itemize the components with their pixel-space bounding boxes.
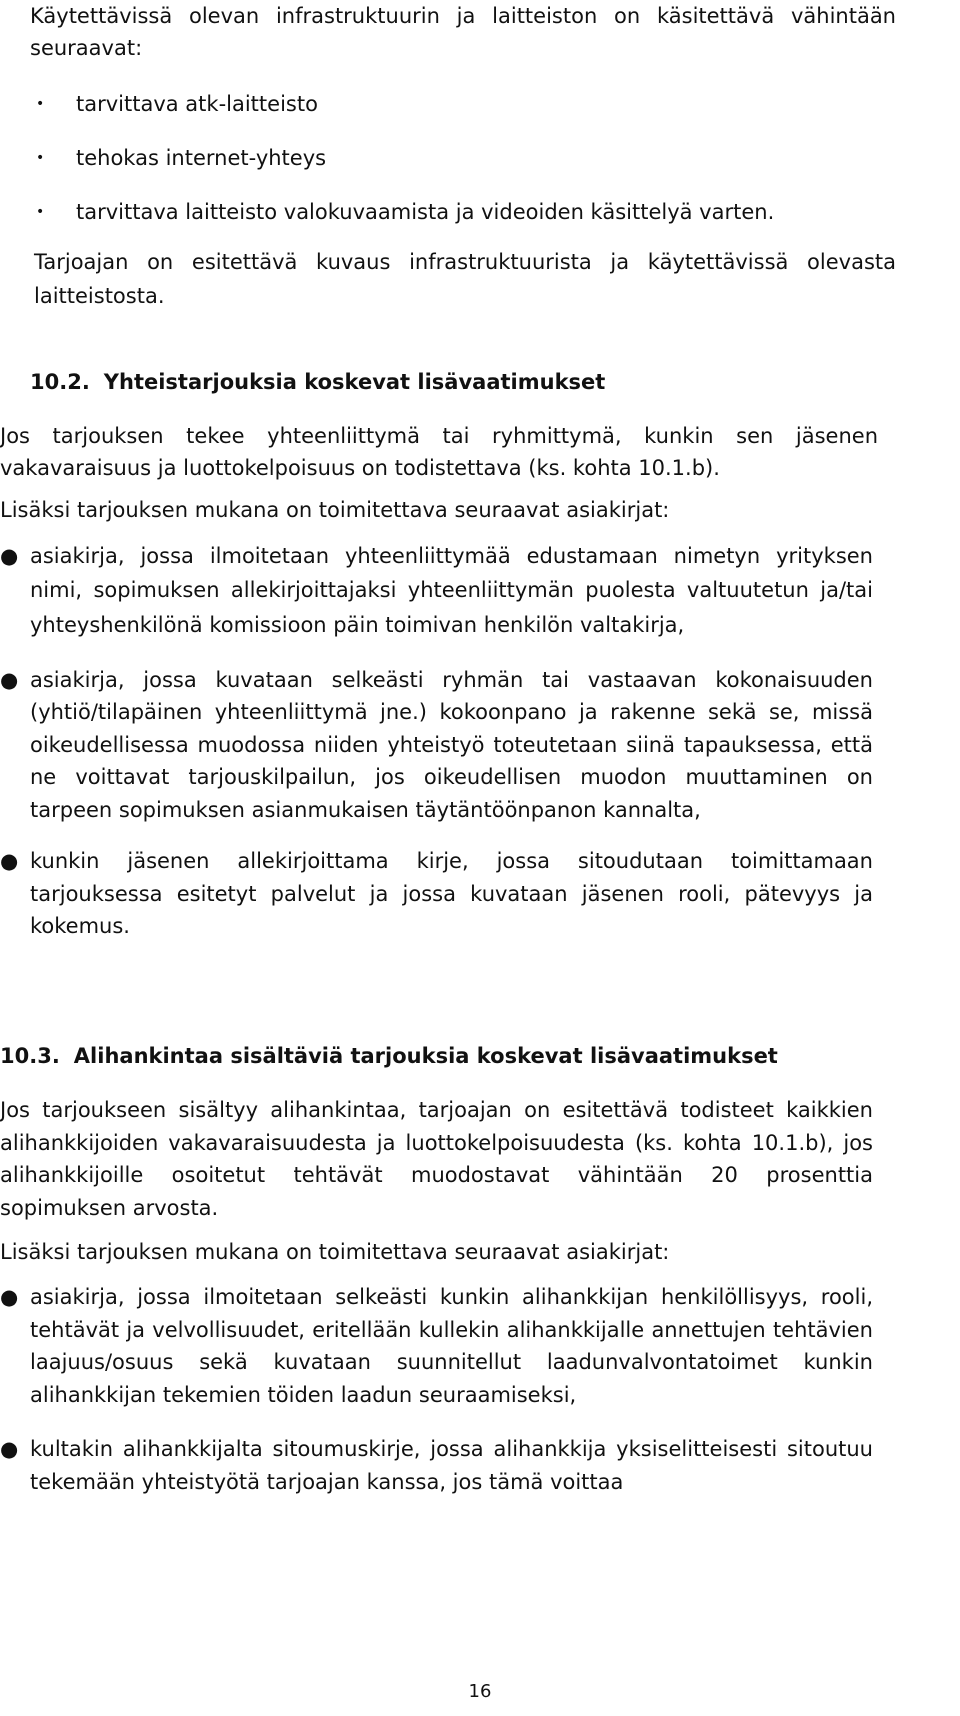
list-item: ● asiakirja, jossa ilmoitetaan selkeästi kunkin alihankkijan henkilöllisyys, rooli, tehtävät ja velvollisuudet, eritellään kullekin alihankkijalle annettujen tehtävien laajuus/osuus sekä kuvataan suunnitellut laadunvalvontatoimet kunkin alihankkijan tekemien töiden laadun seuraamiseksi, <box>0 1281 873 1411</box>
intro-list <box>34 88 894 250</box>
bullet-icon: ● <box>0 1437 19 1461</box>
section-10-3-list <box>0 1281 873 1517</box>
bullet-icon: ● <box>0 849 19 874</box>
section-10-2-paragraph: Jos tarjouksen tekee yhteenliittymä tai ryhmittymä, kunkin sen jäsenen vakavaraisuus ja luottokelpoisuus on todistettava (ks. kohta 10.1.b). <box>0 424 878 480</box>
bullet-icon: ● <box>0 667 19 692</box>
section-10-3-documents-intro: Lisäksi tarjouksen mukana on toimitettava seuraavat asiakirjat: <box>0 1240 670 1264</box>
bullet-icon: • <box>36 96 45 112</box>
section-heading-10-3: 10.3. Alihankintaa sisältäviä tarjouksia koskevat lisävaatimukset <box>0 1044 778 1068</box>
section-10-3-paragraph: Jos tarjoukseen sisältyy alihankintaa, tarjoajan on esitettävä todisteet kaikkien alihankkijoiden vakavaraisuudesta ja luottokelpoisuudesta (ks. kohta 10.1.b), jos alihankkijoille osoitetut tehtävät muodostavat vähintään 20 prosenttia sopimuksen arvosta. <box>0 1098 873 1220</box>
section-10-2-list <box>0 539 873 962</box>
bullet-icon: • <box>36 150 45 166</box>
section-10-2-documents-intro: Lisäksi tarjouksen mukana on toimitettava seuraavat asiakirjat: <box>0 498 670 522</box>
bullet-icon: ● <box>0 1285 19 1309</box>
list-item: ● asiakirja, jossa kuvataan selkeästi ryhmän tai vastaavan kokonaisuuden (yhtiö/tilapäinen yhteenliittymä jne.) kokoonpano ja rakenne sekä se, missä oikeudellisessa muodossa niiden yhteistyö toteutetaan siinä tapauksessa, että ne voittavat tarjouskilpailun, jos oikeudellisen muodon muuttaminen on tarpeen sopimuksen asianmukaisen täytäntöönpanon kannalta, <box>0 664 873 827</box>
list-item: ● asiakirja, jossa ilmoitetaan yhteenliittymää edustamaan nimetyn yrityksen nimi, sopimuksen allekirjoittajaksi yhteenliittymän puolesta valtuutetun ja/tai yhteyshenkilönä komissioon päin toimivan henkilön valtakirja, <box>0 539 873 642</box>
infrastructure-note: Tarjoajan on esitettävä kuvaus infrastruktuurista ja käytettävissä olevasta laitteistosta. <box>34 250 896 308</box>
list-item: • tarvittava laitteisto valokuvaamista ja videoiden käsittelyä varten. <box>34 196 894 228</box>
list-item: • tehokas internet-yhteys <box>34 142 894 174</box>
bullet-icon: • <box>36 204 45 220</box>
bullet-icon: ● <box>0 544 19 568</box>
section-heading-10-2: 10.2. Yhteistarjouksia koskevat lisävaatimukset <box>30 370 606 394</box>
intro-paragraph: Käytettävissä olevan infrastruktuurin ja laitteiston on käsitettävä vähintään seuraavat: <box>30 4 896 60</box>
list-item: ● kultakin alihankkijalta sitoumuskirje, jossa alihankkija yksiselitteisesti sitoutuu tekemään yhteistyötä tarjoajan kanssa, jos tämä voittaa <box>0 1433 873 1498</box>
page-number: 16 <box>468 1681 492 1702</box>
list-item: ● kunkin jäsenen allekirjoittama kirje, jossa sitoudutaan toimittamaan tarjouksessa esitetyt palvelut ja jossa kuvataan jäsenen rooli, pätevyys ja kokemus. <box>0 845 873 943</box>
list-item: • tarvittava atk-laitteisto <box>34 88 894 120</box>
